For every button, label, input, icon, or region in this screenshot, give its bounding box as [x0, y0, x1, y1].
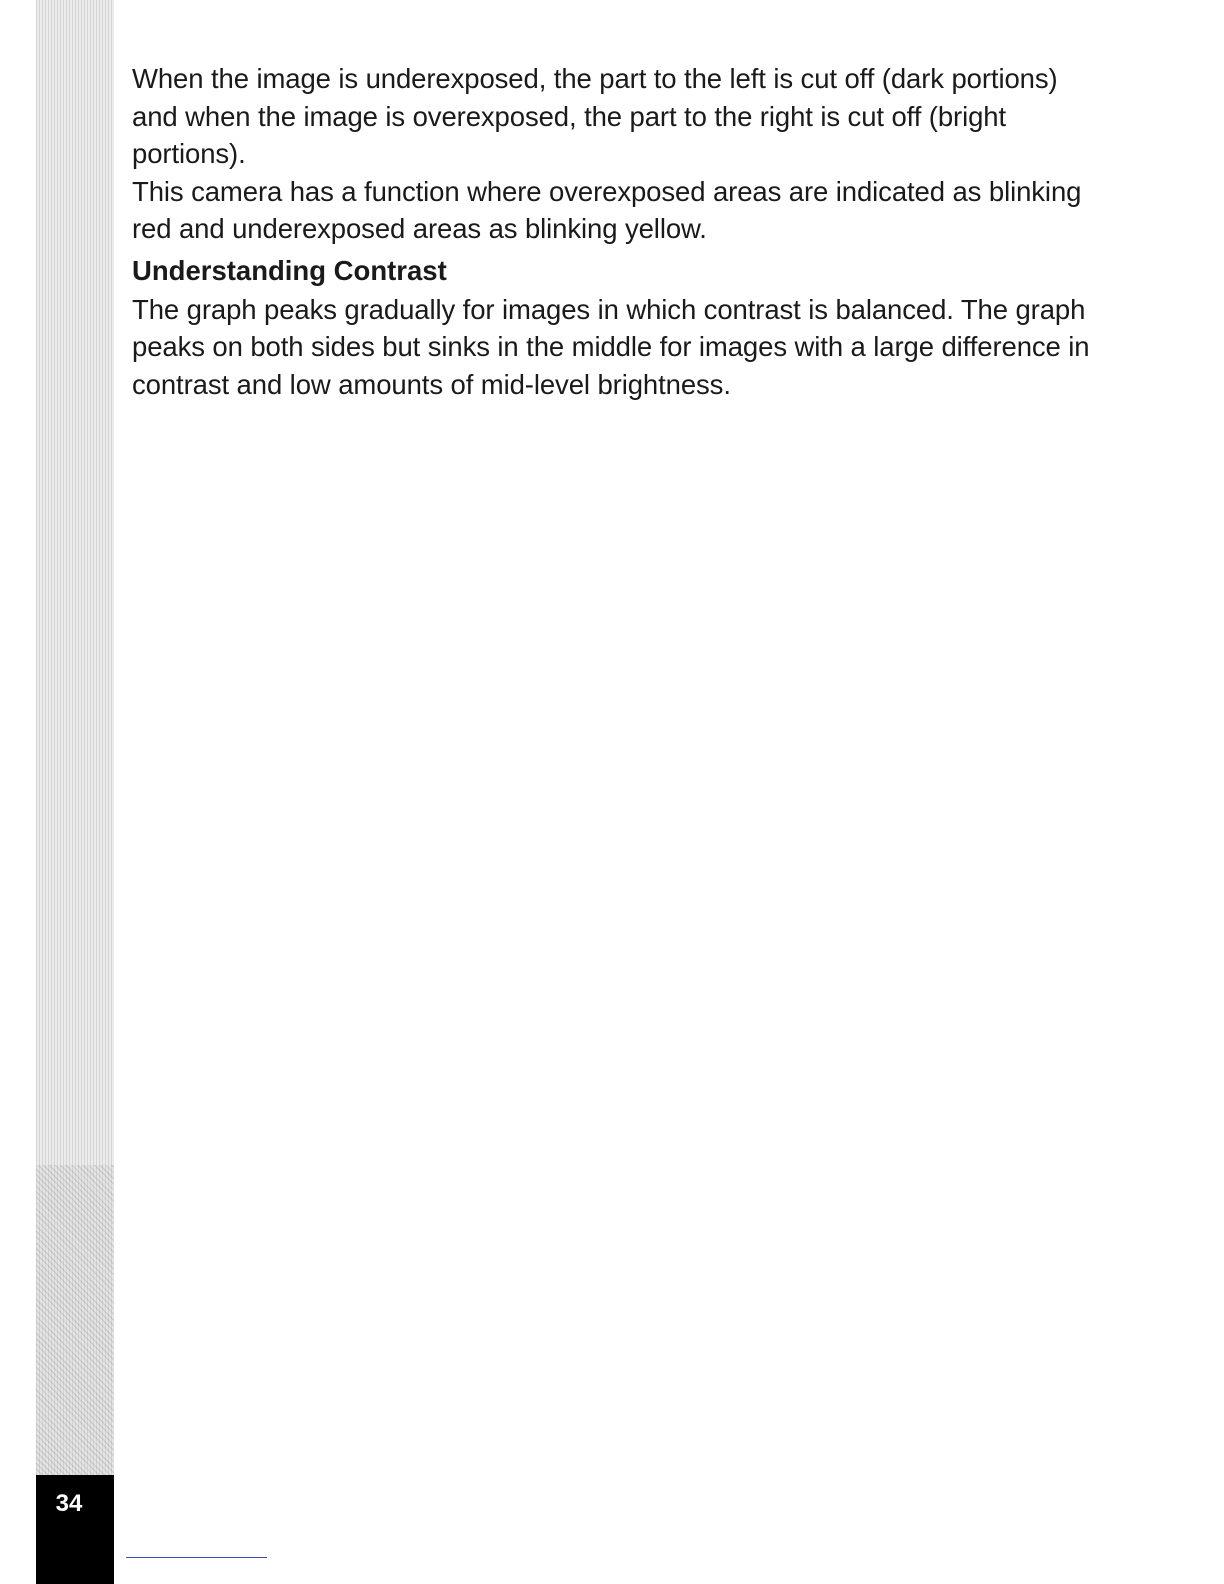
- page-number: 34: [55, 1490, 83, 1517]
- side-margin-band-pattern: [36, 1165, 114, 1475]
- paragraph-contrast: The graph peaks gradually for images in which contrast is balanced. The graph peaks on both sides but sinks in the middle for images with a large difference in contrast and low amounts of mid-level brightness.: [132, 293, 1090, 400]
- footer-divider: [126, 1557, 267, 1558]
- page-content: [132, 60, 1092, 403]
- paragraph-exposure-cutoff: When the image is underexposed, the part to the left is cut off (dark portions) and when the image is overexposed, the part to the right is cut off (bright portions).: [132, 63, 1058, 169]
- paragraph-blinking-indicator: This camera has a function where overexposed areas are indicated as blinking red and underexposed areas as blinking yellow.: [132, 175, 1082, 244]
- section-heading: Understanding Contrast: [132, 254, 447, 286]
- page-number-tab: [36, 1475, 114, 1584]
